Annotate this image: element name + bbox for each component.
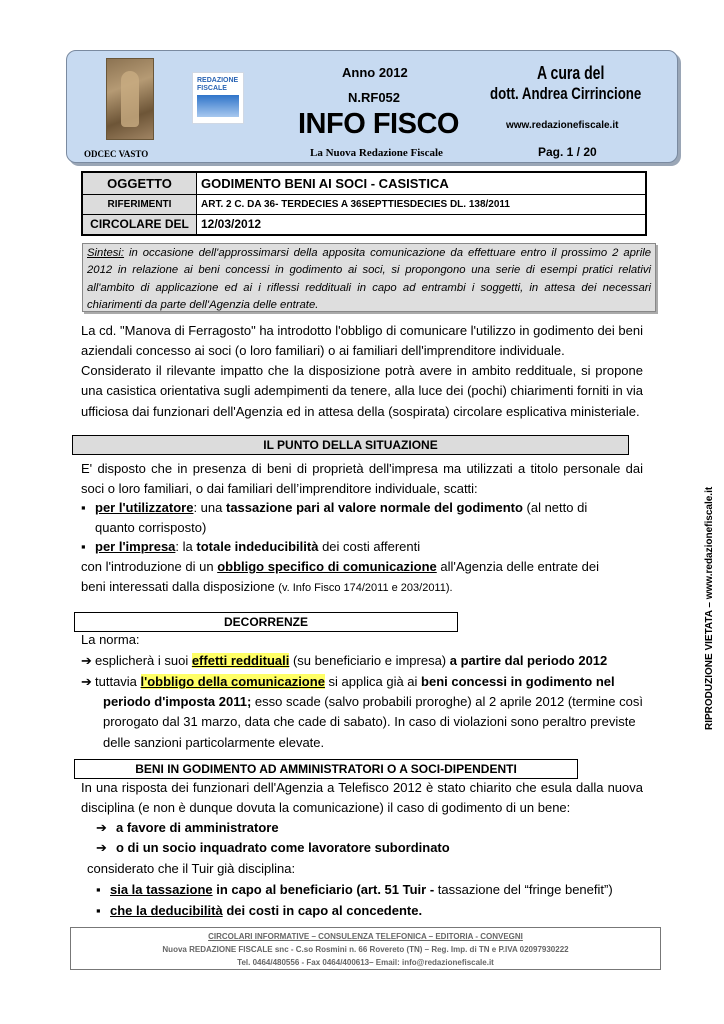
side-text: RIPRODUZIONE VIETATA – www.redazionefiscale.it bbox=[704, 486, 715, 730]
paragraph-text: all'Agenzia delle entrate dei bbox=[436, 559, 599, 574]
item-text: (su beneficiario e impresa) bbox=[289, 653, 450, 668]
item-underlined: sia la tassazione bbox=[110, 882, 213, 897]
website-link[interactable]: www.redazionefiscale.it bbox=[506, 120, 619, 131]
sintesi-text: in occasione dell'approssimarsi della apposita comunicazione da effettuare entro il prossimo 2 aprile 2012 in relazione ai beni concessi in godimento ai soci, si propongono una serie di esempi pratici relativi all'ambito di applicazione ed ai i riflessi reddituali in capo ad entrambi i soggetti, in attesa dei necessari chiarimenti da parte dell'Agenzia delle entrate. bbox=[87, 247, 651, 311]
footer-contacts: Tel. 0464/480556 - Fax 0464/400613– Email: info@redazionefiscale.it bbox=[237, 958, 494, 967]
square-bullet-icon: ▪ bbox=[81, 539, 86, 554]
paragraph-text: con l'introduzione di un bbox=[81, 559, 218, 574]
item-bold: a favore di amministratore bbox=[116, 820, 279, 835]
item-text: si applica già ai bbox=[324, 674, 422, 689]
square-bullet-icon: ▪ bbox=[81, 500, 86, 515]
bullet-text: (al netto di bbox=[522, 500, 588, 515]
item-bold: in capo al beneficiario (art. 51 Tuir - bbox=[212, 882, 438, 897]
paragraph-bold: obbligo specifico di comunicazione bbox=[217, 559, 437, 574]
paragraph-text: beni interessati dalla disposizione bbox=[81, 579, 279, 595]
footer bbox=[70, 927, 661, 970]
riferimenti-value: ART. 2 C. DA 36- TERDECIES A 36SEPTTIESDECIES DL. 138/2011 bbox=[197, 194, 647, 214]
arrow-right-icon: ➔ bbox=[96, 840, 107, 855]
section-heading-punto-situazione: IL PUNTO DELLA SITUAZIONE bbox=[72, 435, 629, 455]
bullet-text: dei costi afferenti bbox=[318, 539, 421, 554]
footer-services: CIRCOLARI INFORMATIVE – CONSULENZA TELEFONICA – EDITORIA - CONVEGNI bbox=[208, 932, 523, 941]
list-item bbox=[81, 672, 643, 692]
list-item bbox=[81, 651, 643, 671]
square-bullet-icon: ▪ bbox=[96, 903, 101, 918]
odcec-label: ODCEC VASTO bbox=[84, 149, 149, 159]
oggetto-label: OGGETTO bbox=[82, 172, 197, 194]
footer-address: Nuova REDAZIONE FISCALE snc - C.so Rosmini n. 66 Rovereto (TN) – Reg. Imp. di TN e P.IVA 02097930222 bbox=[162, 945, 569, 954]
circolare-label: CIRCOLARE DEL bbox=[82, 214, 197, 235]
sintesi-box bbox=[82, 243, 656, 312]
list-item-continuation bbox=[103, 692, 643, 753]
sintesi-label: Sintesi: bbox=[87, 247, 125, 259]
considerato-text: considerato che il Tuir già disciplina: bbox=[87, 861, 296, 876]
la-norma-label: La norma: bbox=[81, 632, 140, 647]
section1-paragraph-2 bbox=[81, 557, 643, 599]
arrow-right-icon: ➔ bbox=[81, 653, 92, 668]
section-heading-beni-godimento: BENI IN GODIMENTO AD AMMINISTRATORI O A SOCI-DIPENDENTI bbox=[74, 759, 578, 779]
intro-paragraph-2: Considerato il rilevante impatto che la disposizione potrà avere in ambito reddituale, si propone una casistica orientativa sugli adempimenti da tenere, alla luce dei (pochi) chiarimenti forniti in via ufficiosa dai funzionari dell'Agenzia ed in attesa della (sospirata) circolare esplicativa ministeriale. bbox=[81, 363, 643, 419]
list-item bbox=[81, 498, 643, 539]
arrow-right-icon: ➔ bbox=[96, 820, 107, 835]
item-bold: beni concessi in godimento nel bbox=[421, 674, 615, 689]
list-item bbox=[96, 818, 279, 838]
bullet-bold: tassazione pari al valore normale del godimento bbox=[225, 500, 523, 515]
intro-paragraph-1: La cd. "Manova di Ferragosto" ha introdotto l'obbligo di comunicare l'utilizzo in godimento dei beni aziendali concesso ai soci (o loro familiari) o ai familiari dell'imprenditore individuale. bbox=[81, 323, 643, 359]
riferimenti-label: RIFERIMENTI bbox=[82, 194, 197, 214]
section-heading-decorrenze: DECORRENZE bbox=[74, 612, 458, 632]
redazione-fiscale-logo bbox=[192, 72, 244, 124]
bullet-text: : una bbox=[193, 500, 226, 515]
item-bold: a partire dal periodo 2012 bbox=[449, 653, 608, 668]
paragraph-reference: (v. Info Fisco 174/2011 e 203/2011). bbox=[278, 582, 453, 595]
item-bold: o di un socio inquadrato come lavoratore subordinato bbox=[116, 840, 450, 855]
list-item bbox=[81, 537, 643, 557]
bullet-label: per l'impresa bbox=[95, 539, 176, 554]
page-title: INFO FISCO bbox=[298, 108, 459, 140]
highlighted-text: l'obbligo della comunicazione bbox=[140, 674, 325, 689]
item-text: esplicherà i suoi bbox=[95, 653, 192, 668]
square-bullet-icon: ▪ bbox=[96, 882, 101, 897]
list-item bbox=[96, 880, 613, 900]
table-row bbox=[82, 214, 646, 235]
side-copyright-text bbox=[704, 430, 718, 730]
author-name: dott. Andrea Cirrincione bbox=[490, 84, 642, 103]
table-row bbox=[82, 194, 646, 214]
item-underlined: che la deducibilità bbox=[110, 903, 223, 918]
arrow-right-icon: ➔ bbox=[81, 674, 92, 689]
item-bold: dei costi in capo al concedente. bbox=[222, 903, 423, 918]
item-text: prorogato dal 31 marzo, data che cade di sabato). In caso di violazioni sono peraltro previste bbox=[103, 714, 636, 730]
item-text: tassazione del “fringe benefit”) bbox=[437, 882, 613, 897]
page-subtitle: La Nuova Redazione Fiscale bbox=[310, 147, 443, 159]
a-cura-del-label: A cura del bbox=[537, 63, 605, 83]
item-text: tuttavia bbox=[95, 674, 141, 689]
highlighted-text: effetti reddituali bbox=[191, 653, 290, 668]
circolare-value: 12/03/2012 bbox=[197, 214, 647, 235]
odcec-logo-image bbox=[106, 58, 154, 140]
item-text: delle sanzioni particolarmente elevate. bbox=[103, 734, 325, 750]
table-row bbox=[82, 172, 646, 194]
list-item bbox=[96, 901, 422, 921]
bullet-label: per l'utilizzatore bbox=[95, 500, 194, 515]
item-text: esso scade (salvo probabili proroghe) al 2 aprile 2012 (termine così bbox=[251, 694, 643, 709]
bullet-bold: totale indeducibilità bbox=[196, 539, 319, 554]
anno-label: Anno 2012 bbox=[342, 65, 408, 80]
numero-label: N.RF052 bbox=[348, 90, 401, 105]
bullet-text: : la bbox=[175, 539, 197, 554]
rf-logo-text: REDAZIONE FISCALE bbox=[197, 77, 239, 92]
bullet-text: quanto corrisposto) bbox=[95, 520, 207, 536]
list-item bbox=[96, 838, 450, 858]
oggetto-value: GODIMENTO BENI AI SOCI - CASISTICA bbox=[197, 172, 647, 194]
page-number: Pag. 1 / 20 bbox=[538, 145, 597, 159]
section1-paragraph: E' disposto che in presenza di beni di proprietà dell'impresa ma utilizzati a titolo personale dai soci o loro familiari, o dai familiari dell’imprenditore individuale, scatti: bbox=[81, 461, 643, 497]
item-bold: periodo d'imposta 2011; bbox=[103, 694, 252, 709]
info-table bbox=[81, 171, 647, 236]
section3-paragraph: In una risposta dei funzionari dell'Agenzia a Telefisco 2012 è stato chiarito che esula dalla nuova disciplina (e non è dunque dovuta la comunicazione) il caso di godimento di un bene: bbox=[81, 780, 643, 816]
